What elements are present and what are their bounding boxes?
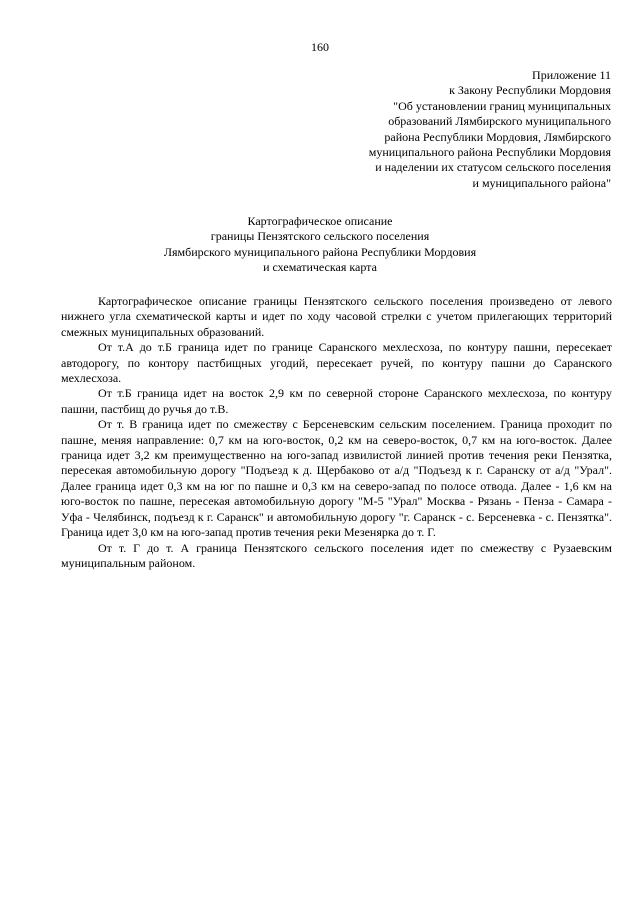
appendix-line: и муниципального района" — [472, 175, 611, 190]
appendix-line: "Об установлении границ муниципальных — [393, 98, 611, 113]
title-line: и схематическая карта — [263, 260, 377, 275]
paragraph-a-to-b: От т.А до т.Б граница идет по границе Саранского мехлесхоза, по контуру пашни, пересекает автодорогу, по контору пастбищных угодий, пересекает ручей, по контуру пашни до Саранского мехлесхоза. — [61, 340, 612, 386]
title-line: Картографическое описание — [247, 214, 393, 228]
paragraph-v-to-g: От т. В граница идет по смежеству с Берсеневским сельским поселением. Граница проходит по пашне, меняя направление: 0,7 км на юго-восток, 0,2 км на северо-восток, 0,7 км на юго-восток. Далее граница идет 3,2 км преимущественно на юго-запад извилистой линией против течения реки Пензятка, пересекая автомобильную дорогу "Подъезд к д. Щербаково от а/д "Подъезд к г. Саранску от а/д "Урал". Далее граница идет 0,3 км на юг по пашне и 0,3 км на северо-запад по полосе отвода. Далее - 1,6 км на юго-восток по пашне, пересекая автомобильную дорогу "М-5 "Урал" Москва - Рязань - Пенза - Самара - Уфа - Челябинск, подъезд к г. Саранск" и автомобильную дорогу "г. Саранск - с. Берсеневка - с. Пензятка". Граница идет 3,0 км на юго-запад против течения реки Мезенярка до т. Г. — [61, 417, 612, 540]
appendix-line: и наделении их статусом сельского поселения — [375, 160, 611, 175]
title-line: Лямбирского муниципального района Республики Мордовия — [163, 244, 477, 259]
appendix-line: района Республики Мордовия, Лямбирского — [384, 129, 611, 144]
document-title — [0, 214, 640, 276]
appendix-line: Приложение 11 — [532, 68, 611, 82]
title-line: границы Пензятского сельского поселения — [210, 229, 430, 244]
appendix-line: образований Лямбирского муниципального — [388, 114, 611, 129]
appendix-line: муниципального района Республики Мордовия — [368, 145, 611, 160]
appendix-line: к Закону Республики Мордовия — [449, 83, 611, 98]
page-number: 160 — [311, 40, 329, 54]
paragraph-g-to-a: От т. Г до т. А граница Пензятского сельского поселения идет по смежеству с Рузаевским муниципальным районом. — [61, 540, 612, 570]
document-body — [61, 294, 612, 571]
appendix-header — [291, 68, 611, 191]
paragraph-b-to-v: От т.Б граница идет на восток 2,9 км по северной стороне Саранского мехлесхоза, по контуру пашни, пастбищ до ручья до т.В. — [61, 386, 612, 416]
paragraph-intro: Картографическое описание границы Пензятского сельского поселения произведено от левого нижнего угла схематической карты и идет по ходу часовой стрелки с учетом прилегающих территорий смежных муниципальных образований. — [61, 294, 612, 339]
